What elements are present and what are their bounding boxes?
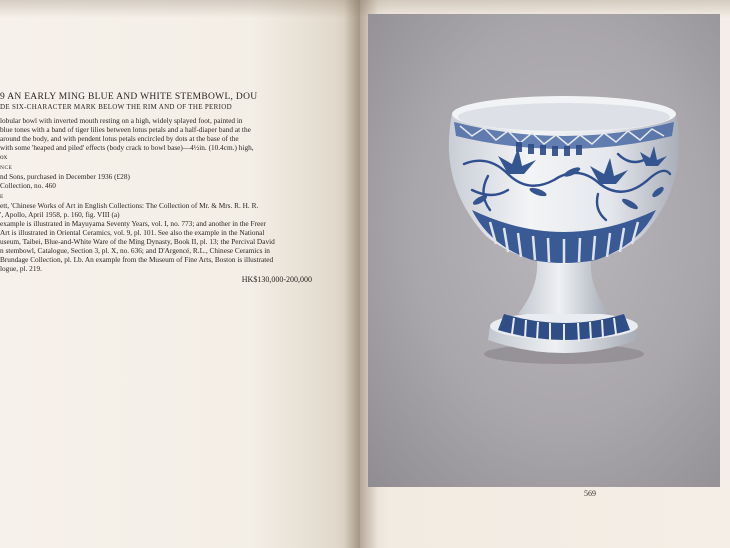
literature-line: logue, pl. 219. bbox=[0, 264, 42, 273]
lot-description bbox=[0, 116, 312, 161]
provenance-label: NCE bbox=[0, 165, 13, 171]
estimate: HK$130,000-200,000 bbox=[241, 275, 312, 284]
literature-line: example is illustrated in Mayuyama Seventy Years, vol. I, no. 773; and another in the Freer bbox=[0, 219, 266, 228]
provenance-line: Collection, no. 460 bbox=[0, 181, 56, 190]
description-line: around the body, and with pendent lotus petals encircled by dots at the base of the bbox=[0, 134, 239, 143]
description-line: blue tones with a band of tiger lilies between lotus petals and a half-diaper band at the bbox=[0, 125, 251, 134]
literature bbox=[0, 201, 312, 273]
literature-label: E bbox=[0, 194, 4, 200]
lot-subheading: DE SIX-CHARACTER MARK BELOW THE RIM AND OF THE PERIOD bbox=[0, 103, 232, 111]
provenance-line: nd Sons, purchased in December 1936 (£28) bbox=[0, 172, 130, 181]
description-line: ox bbox=[0, 152, 8, 161]
provenance bbox=[0, 172, 312, 190]
literature-line: n stembowl, Catalogue, Section 3, pl. X, no. 636; and D'Argencé, R.L., Chinese Ceramics in bbox=[0, 246, 270, 255]
literature-line: Art is illustrated in Oriental Ceramics, vol. 9, pl. 101. See also the example in the National bbox=[0, 228, 265, 237]
page-number: 569 bbox=[584, 489, 596, 498]
lot-heading: 9 AN EARLY MING BLUE AND WHITE STEMBOWL, DOU bbox=[0, 92, 258, 102]
stembowl-illustration bbox=[368, 14, 720, 487]
literature-line: ', Apollo, April 1958, p. 160, fig. VIII (a) bbox=[0, 210, 120, 219]
left-page bbox=[0, 0, 360, 548]
literature-line: ett, 'Chinese Works of Art in English Collections: The Collection of Mr. & Mrs. R. H. R. bbox=[0, 201, 259, 210]
description-line: with some 'heaped and piled' effects (body crack to bowl base)—4½in. (10.4cm.) high, bbox=[0, 143, 254, 152]
description-line: lobular bowl with inverted mouth resting on a high, widely splayed foot, painted in bbox=[0, 116, 243, 125]
literature-line: useum, Taibei, Blue-and-White Ware of the Ming Dynasty, Book II, pl. 13; the Percival David bbox=[0, 237, 275, 246]
literature-line: Brundage Collection, pl. Lb. An example from the Museum of Fine Arts, Boston is illustrated bbox=[0, 255, 274, 264]
stembowl-photo bbox=[368, 14, 720, 487]
catalogue-entry bbox=[0, 92, 312, 284]
